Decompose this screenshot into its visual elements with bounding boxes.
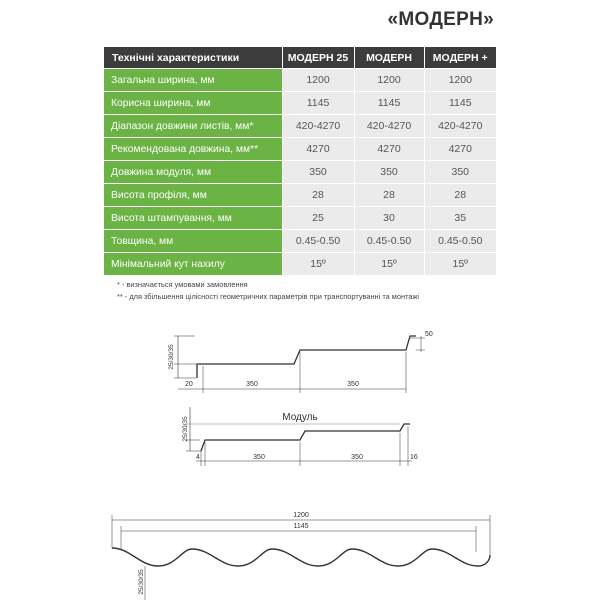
total-width-label: 1200 bbox=[293, 512, 309, 519]
cell-value: 420-4270 bbox=[354, 115, 424, 138]
cell-value: 15º bbox=[354, 253, 424, 276]
page-title: «МОДЕРН» bbox=[387, 9, 494, 30]
cell-value: 350 bbox=[354, 161, 424, 184]
height-label-2: 25/30/35 bbox=[182, 416, 189, 442]
cell-value: 1145 bbox=[282, 92, 354, 115]
module-label-4: 350 bbox=[351, 454, 363, 461]
cell-value: 1200 bbox=[354, 69, 424, 92]
cell-value: 1145 bbox=[424, 92, 496, 115]
row-label: Товщина, мм bbox=[104, 230, 282, 253]
cell-value: 1145 bbox=[354, 92, 424, 115]
cell-value: 4270 bbox=[282, 138, 354, 161]
header-modern: МОДЕРН bbox=[354, 47, 424, 69]
cell-value: 420-4270 bbox=[424, 115, 496, 138]
header-modern-25: МОДЕРН 25 bbox=[282, 47, 354, 69]
height-label-3: 25/30/35 bbox=[138, 569, 145, 595]
cell-value: 28 bbox=[424, 184, 496, 207]
wave-profile bbox=[112, 548, 490, 566]
cell-value: 420-4270 bbox=[282, 115, 354, 138]
cell-value: 35 bbox=[424, 207, 496, 230]
cell-value: 15º bbox=[424, 253, 496, 276]
cell-value: 350 bbox=[282, 161, 354, 184]
module-label-1: 350 bbox=[246, 381, 258, 388]
row-label: Висота профіля, мм bbox=[104, 184, 282, 207]
cell-value: 28 bbox=[354, 184, 424, 207]
footnote-1: * - визначається умовами замовлення bbox=[117, 280, 248, 289]
height-label-1: 25/30/35 bbox=[168, 344, 175, 370]
header-modern-plus: МОДЕРН + bbox=[424, 47, 496, 69]
cell-value: 25 bbox=[282, 207, 354, 230]
right-offset-label: 16 bbox=[410, 454, 418, 461]
row-label: Мінімальний кут нахилу bbox=[104, 253, 282, 276]
cell-value: 4270 bbox=[354, 138, 424, 161]
profile-line-1 bbox=[197, 336, 416, 378]
footnote-2: ** - для збільшення цілісності геометричних параметрів при транспортуванні та монтажі bbox=[117, 292, 420, 301]
row-label: Діапазон довжини листів, мм* bbox=[104, 115, 282, 138]
row-label: Корисна ширина, мм bbox=[104, 92, 282, 115]
cell-value: 1200 bbox=[282, 69, 354, 92]
profile-drawing-1 bbox=[174, 336, 425, 393]
cell-value: 30 bbox=[354, 207, 424, 230]
row-label: Рекомендована довжина, мм** bbox=[104, 138, 282, 161]
cell-value: 1200 bbox=[424, 69, 496, 92]
cell-value: 0.45-0.50 bbox=[282, 230, 354, 253]
cell-value: 4270 bbox=[424, 138, 496, 161]
left-offset-label: 20 bbox=[185, 381, 193, 388]
cell-value: 0.45-0.50 bbox=[424, 230, 496, 253]
row-label: Довжина модуля, мм bbox=[104, 161, 282, 184]
header-characteristics: Технічні характеристики bbox=[104, 47, 282, 69]
module-label-3: 350 bbox=[253, 454, 265, 461]
module-caption: Модуль bbox=[282, 412, 318, 423]
row-label: Висота штампування, мм bbox=[104, 207, 282, 230]
row-label: Загальна ширина, мм bbox=[104, 69, 282, 92]
step-label: 50 bbox=[425, 331, 433, 338]
cell-value: 0.45-0.50 bbox=[354, 230, 424, 253]
cell-value: 350 bbox=[424, 161, 496, 184]
cell-value: 28 bbox=[282, 184, 354, 207]
module-label-2: 350 bbox=[347, 381, 359, 388]
left-offset-label-2: 4 bbox=[196, 454, 200, 461]
profile-line-2 bbox=[201, 424, 410, 451]
useful-width-label: 1145 bbox=[293, 523, 309, 530]
cell-value: 15º bbox=[282, 253, 354, 276]
